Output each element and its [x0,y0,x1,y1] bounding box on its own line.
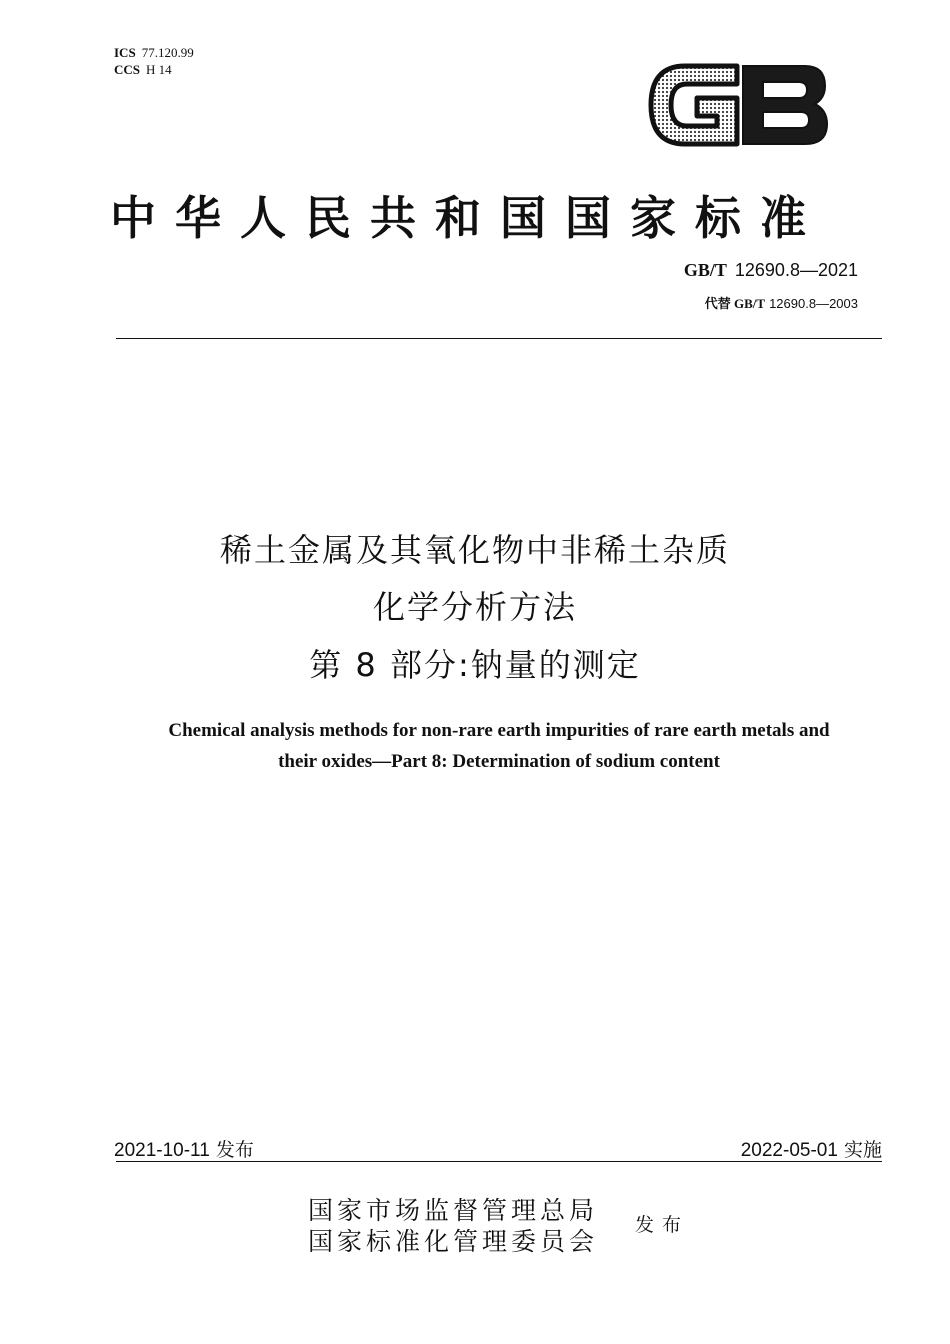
ccs-value: H 14 [146,62,172,77]
effective-date-label: 实施 [843,1139,882,1161]
ics-label: ICS [114,45,136,60]
issue-date [114,1135,254,1162]
standard-code-number: 12690.8—2021 [734,260,858,280]
title-cn-line1: 稀土金属及其氧化物中非稀土杂质 [219,531,730,569]
issuer-org1: 国家市场监督管理总局 [308,1196,599,1225]
title-cn-line3: 第 8 部分:钠量的测定 [309,646,641,684]
footer-divider [116,1161,882,1162]
title-en-line1: Chemical analysis methods for non-rare earth impurities of rare earth metals and [168,720,830,741]
gb-letter-b [743,66,827,144]
replaces-standard [705,293,858,312]
standard-code-prefix: GB/T [683,260,727,280]
ccs-code [114,61,194,78]
issue-date-value: 2021-10-11 [114,1140,210,1161]
gb-logo [645,58,831,152]
gb-letter-g [651,66,737,144]
issuer-org2: 国家标准化管理委员会 [308,1227,599,1256]
effective-date-value: 2022-05-01 [740,1140,838,1161]
issuer-action: 发布 [635,1214,690,1236]
ics-value: 77.120.99 [141,45,194,60]
classification-codes [114,44,194,78]
gb-logo-graphic [645,58,831,152]
national-standard-heading: 中华人民共和国国家标准 [110,191,825,245]
header-divider [116,338,882,339]
replaces-number: 12690.8—2003 [769,296,858,311]
replaces-prefix: 代替 GB/T [704,296,766,311]
title-en-line2: their oxides—Part 8: Determination of sodium content [278,751,720,772]
title-cn-line2: 化学分析方法 [372,588,577,626]
ccs-label: CCS [114,62,141,77]
issue-date-label: 发布 [215,1139,254,1161]
ics-code [114,44,194,61]
standard-number [684,260,858,281]
effective-date [741,1135,882,1162]
